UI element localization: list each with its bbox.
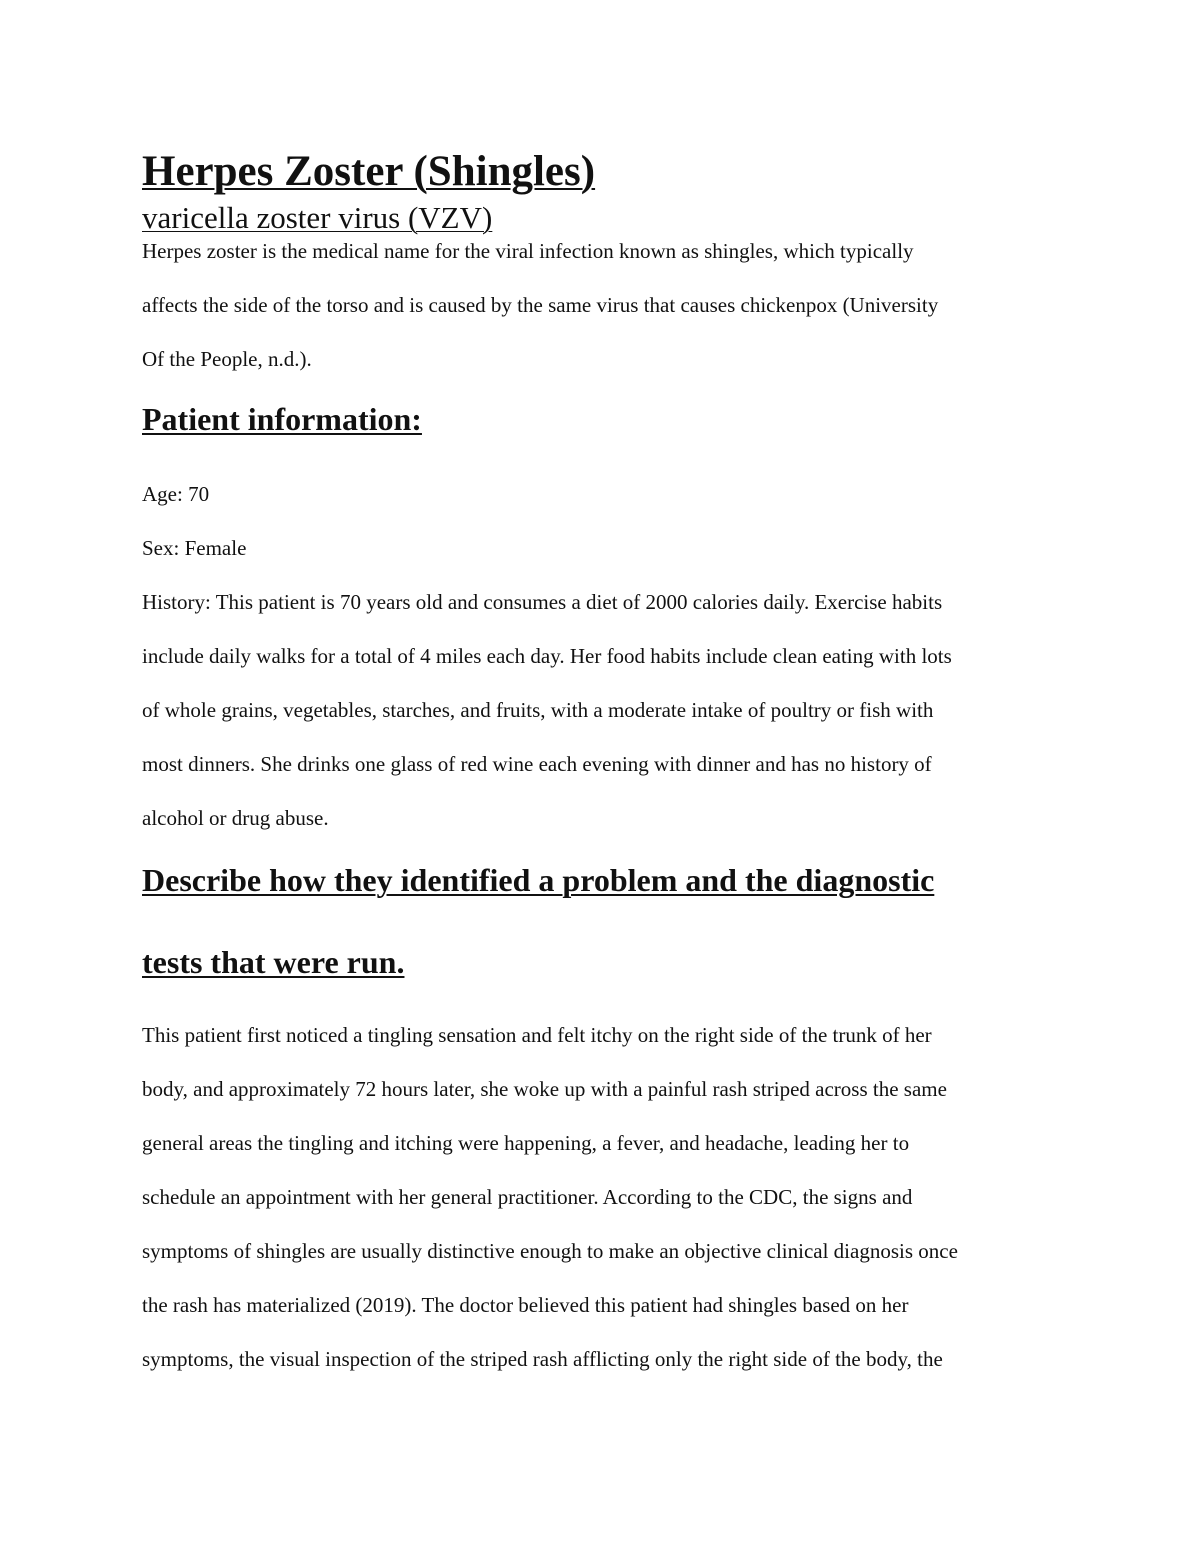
diagnostic-line: schedule an appointment with her general practitioner. According to the CDC, the signs and: [142, 1185, 913, 1209]
history-paragraph: [142, 575, 1072, 845]
document-subtitle: varicella zoster virus (VZV): [142, 200, 493, 235]
history-line: alcohol or drug abuse.: [142, 806, 329, 830]
diagnostic-line: symptoms of shingles are usually distinctive enough to make an objective clinical diagnosis once: [142, 1239, 958, 1263]
intro-paragraph: [142, 224, 1072, 386]
history-line: History: This patient is 70 years old and consumes a diet of 2000 calories daily. Exercise habits: [142, 590, 943, 614]
diagnostic-line: body, and approximately 72 hours later, she woke up with a painful rash striped across the same: [142, 1077, 947, 1101]
history-line: of whole grains, vegetables, starches, and fruits, with a moderate intake of poultry or fish with: [142, 698, 934, 722]
diagnostic-heading-line-2: tests that were run.: [142, 944, 405, 980]
diagnostic-line: symptoms, the visual inspection of the striped rash afflicting only the right side of the body, the: [142, 1347, 943, 1371]
diagnostic-line: general areas the tingling and itching were happening, a fever, and headache, leading her to: [142, 1131, 910, 1155]
history-line: include daily walks for a total of 4 miles each day. Her food habits include clean eating with lots: [142, 644, 952, 668]
patient-sex: Sex: Female: [142, 536, 247, 560]
diagnostic-heading-line-1: Describe how they identified a problem and the diagnostic: [142, 862, 935, 898]
document-title: Herpes Zoster (Shingles): [142, 148, 596, 195]
history-line: most dinners. She drinks one glass of red wine each evening with dinner and has no history of: [142, 752, 932, 776]
intro-line: Herpes zoster is the medical name for the viral infection known as shingles, which typically: [142, 239, 914, 263]
diagnostic-line: This patient first noticed a tingling sensation and felt itchy on the right side of the trunk of her: [142, 1023, 932, 1047]
intro-line: affects the side of the torso and is caused by the same virus that causes chickenpox (University: [142, 293, 939, 317]
patient-age: Age: 70: [142, 482, 210, 506]
intro-line: Of the People, n.d.).: [142, 347, 312, 371]
patient-info-heading: Patient information:: [142, 401, 422, 437]
diagnostic-line: the rash has materialized (2019). The doctor believed this patient had shingles based on her: [142, 1293, 909, 1317]
diagnostic-paragraph: [142, 1008, 1072, 1386]
